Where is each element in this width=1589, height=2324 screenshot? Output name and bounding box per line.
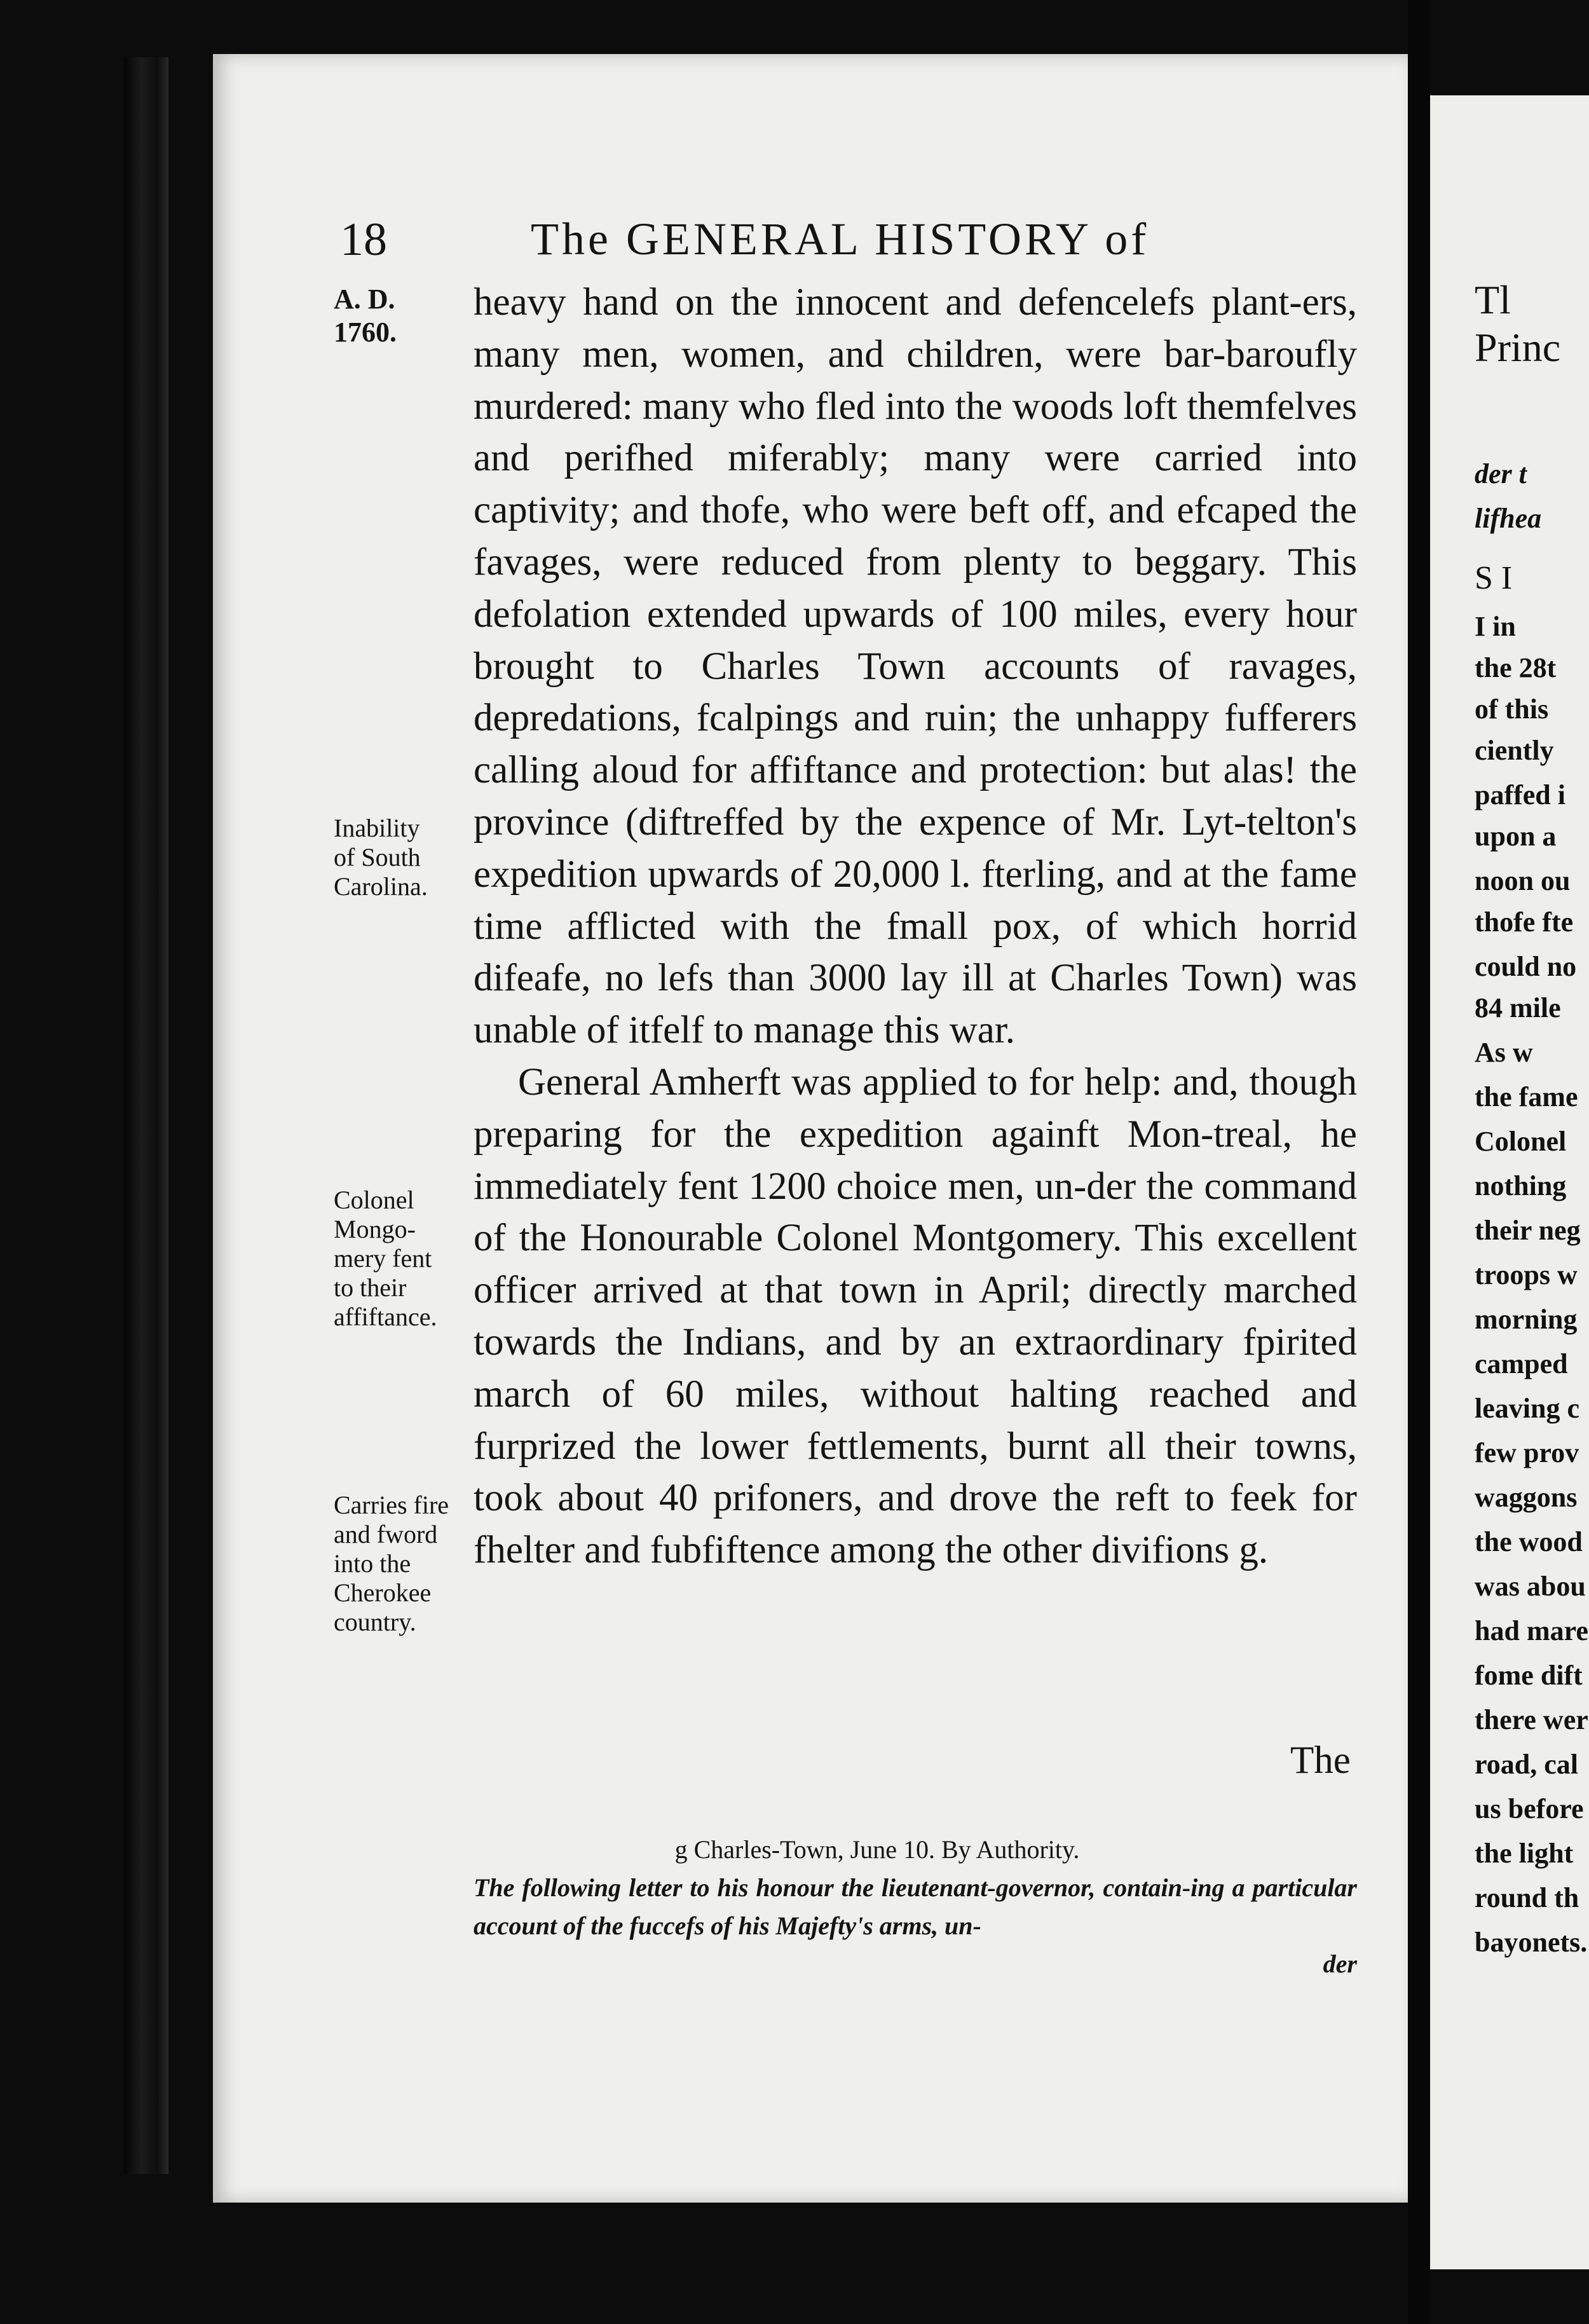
facing-page-line: As w — [1475, 1037, 1533, 1068]
facing-page-line: S I — [1475, 560, 1513, 596]
book-spine-shadow — [124, 57, 168, 2174]
facing-page-line: leaving c — [1475, 1393, 1579, 1424]
facing-page-line: was abou — [1475, 1571, 1586, 1602]
footnote-heading: g Charles-Town, June 10. By Authority. — [674, 1835, 1080, 1864]
margin-note-cherokee-country: Carries fire and fword into the Cherokee country. — [334, 1491, 449, 1636]
facing-page-line: Princ — [1475, 325, 1561, 370]
facing-page-line: the fame — [1475, 1081, 1578, 1112]
margin-note-montgomery-sent: Colonel Mongo- mery fent to their affiftance. — [334, 1186, 437, 1331]
margin-note-inability: Inability of South Carolina. — [334, 814, 428, 901]
facing-page-line: their neg — [1475, 1215, 1581, 1246]
facing-page-line: upon a — [1475, 821, 1557, 852]
body-paragraph: General Amherft was applied to for help: and, though preparing for the expedition againft Mon-treal, he immediately fent 1200 choice men, un-der the command of the Honourable Colonel Montgomery. This excellent officer arrived at that town in April; directly marched towards the Indians, and by an extraordinary fpirited march of 60 miles, without halting reached and furprized the lower fettlements, burnt all their towns, took about 40 prifoners, and drove the reft to feek for fhelter and fubfiftence among the other divifions g. — [474, 1060, 1357, 1572]
facing-page-line: nothing — [1475, 1170, 1567, 1201]
body-text — [474, 277, 1357, 1576]
page-number: 18 — [340, 214, 387, 266]
facing-page-line: Tl — [1475, 277, 1511, 322]
footnote-text: The following letter to his honour the lieutenant-governor, contain-ing a particular account of the fuccefs of his Majefty's arms, un- — [474, 1873, 1357, 1940]
catch-word: The — [1290, 1739, 1351, 1782]
facing-page-line: morning — [1475, 1304, 1578, 1335]
facing-page-line: noon ou — [1475, 865, 1571, 896]
facing-page-line: could no — [1475, 951, 1577, 982]
facing-page-line: Colonel — [1475, 1126, 1567, 1157]
page-gutter — [1408, 0, 1430, 2324]
facing-page-line: troops w — [1475, 1259, 1578, 1290]
facing-page-line: the light — [1475, 1838, 1574, 1869]
facing-page-line: der t — [1475, 458, 1527, 489]
facing-page-line: had mare — [1475, 1615, 1588, 1646]
running-header — [340, 213, 1274, 270]
facing-page-line: of this — [1475, 694, 1549, 725]
facing-page-line: few prov — [1475, 1437, 1579, 1468]
facing-page-fragment — [1430, 95, 1589, 2269]
facing-page-line: thofe fte — [1475, 906, 1574, 938]
facing-page-line: the wood — [1475, 1526, 1583, 1557]
facing-page-line: fome dift — [1475, 1660, 1583, 1691]
footnote — [474, 1831, 1357, 1983]
facing-page-line: there wer — [1475, 1704, 1588, 1735]
margin-note-date: A. D. 1760. — [334, 284, 397, 348]
facing-page-line: 84 mile — [1475, 992, 1561, 1023]
facing-page-line: us before — [1475, 1793, 1584, 1824]
facing-page-line: ciently — [1475, 735, 1554, 766]
facing-page-line: bayonets. — [1475, 1927, 1588, 1958]
body-paragraph: heavy hand on the innocent and defencelefs plant-ers, many men, women, and children, were bar-baroufly murdered: many who fled into the woods loft themfelves and perifhed miferably; many were carried into captivity; and thofe, who were beft off, and efcaped the favages, were reduced from plenty to beggary. This defolation extended upwards of 100 miles, every hour brought to Charles Town accounts of ravages, depredations, fcalpings and ruin; the unhappy fufferers calling aloud for affiftance and protection: but alas! the province (diftreffed by the expence of Mr. Lyt-telton's expedition upwards of 20,000 l. fterling, and at the fame time afflicted with the fmall pox, of which horrid difeafe, no lefs than 3000 lay ill at Charles Town) was unable of itfelf to manage this war. — [474, 281, 1357, 1052]
footnote-catch-word: der — [1323, 1950, 1357, 1978]
facing-page-line: paffed i — [1475, 779, 1565, 810]
facing-page-line: the 28t — [1475, 652, 1557, 683]
facing-page-line: waggons — [1475, 1482, 1578, 1513]
facing-page-line: I in — [1475, 611, 1516, 642]
facing-page-line: road, cal — [1475, 1749, 1578, 1780]
running-title: The GENERAL HISTORY of — [531, 214, 1150, 264]
facing-page-line: camped — [1475, 1348, 1568, 1379]
facing-page-line: round th — [1475, 1882, 1579, 1913]
facing-page-line: lifhea — [1475, 503, 1542, 534]
